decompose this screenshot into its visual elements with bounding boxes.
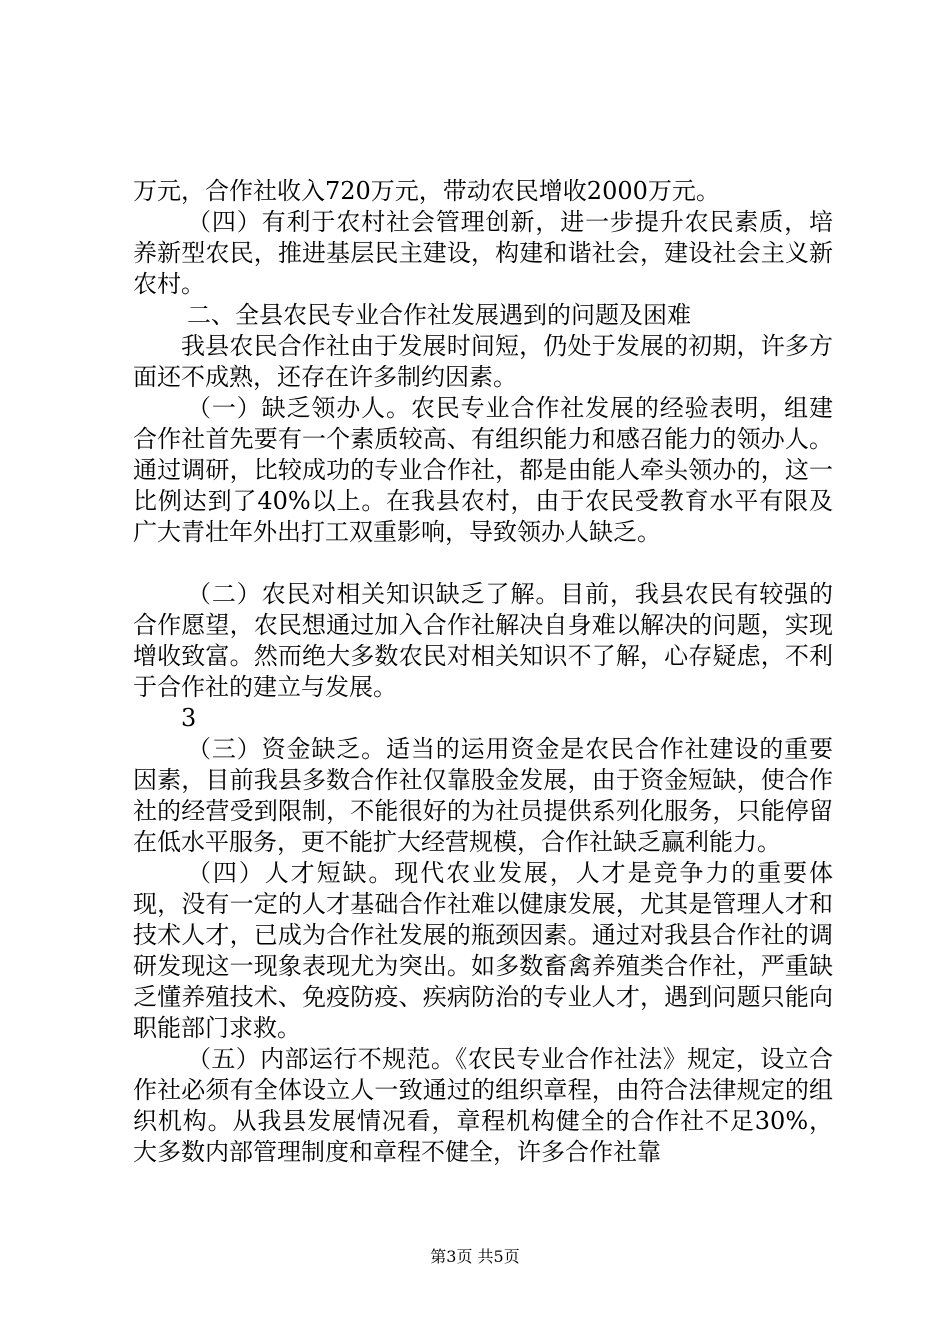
page-number-marker: 3 <box>181 704 197 732</box>
paragraph-lack-of-leaders: （一）缺乏领办人。农民专业合作社发展的经验表明，组建合作社首先要有一个素质较高、有组织能力和感召能力的领办人。通过调研，比较成功的专业合作社，都是由能人牵头领办的，这一比例达到了40%以上。在我县农村，由于农民受教育水平有限及广大青壮年外出打工双重影响，导致领办人缺乏。 <box>133 394 833 546</box>
paragraph-social-management: （四）有利于农村社会管理创新，进一步提升农民素质，培养新型农民，推进基层民主建设，构建和谐社会，建设社会主义新农村。 <box>133 208 833 298</box>
document-body <box>133 176 833 1168</box>
paragraph-irregular-operation: （五）内部运行不规范。《农民专业合作社法》规定，设立合作社必须有全体设立人一致通过的组织章程，由符合法律规定的组织机构。从我县发展情况看，章程机构健全的合作社不足30%，大多数内部管理制度和章程不健全，许多合作社靠 <box>133 1045 833 1166</box>
paragraph-income-continuation: 万元，合作社收入720万元，带动农民增收2000万元。 <box>133 177 720 205</box>
page-footer: 第3页 共5页 <box>430 1247 520 1266</box>
paragraph-talent-shortage: （四）人才短缺。现代农业发展，人才是竞争力的重要体现，没有一定的人才基础合作社难以健康发展，尤其是管理人才和技术人才，已成为合作社发展的瓶颈因素。通过对我县合作社的调研发现这一现象表现尤为突出。如多数畜禽养殖类合作社，严重缺乏懂养殖技术、免疫防疫、疾病防治的专业人才，遇到问题只能向职能部门求救。 <box>133 859 833 1042</box>
section-heading-problems: 二、全县农民专业合作社发展遇到的问题及困难 <box>187 301 691 329</box>
paragraph-problems-intro: 我县农民合作社由于发展时间短，仍处于发展的初期，许多方面还不成熟，还存在许多制约因素。 <box>133 332 833 391</box>
paragraph-lack-of-funds: （三）资金缺乏。适当的运用资金是农民合作社建设的重要因素，目前我县多数合作社仅靠股金发展，由于资金短缺，使合作社的经营受到限制，不能很好的为社员提供系列化服务，只能停留在低水平服务，更不能扩大经营规模，合作社缺乏赢利能力。 <box>133 735 833 856</box>
paragraph-lack-of-knowledge: （二）农民对相关知识缺乏了解。目前，我县农民有较强的合作愿望，农民想通过加入合作社解决自身难以解决的问题，实现增收致富。然而绝大多数农民对相关知识不了解，心存疑虑，不利于合作社的建立与发展。 <box>133 580 833 701</box>
